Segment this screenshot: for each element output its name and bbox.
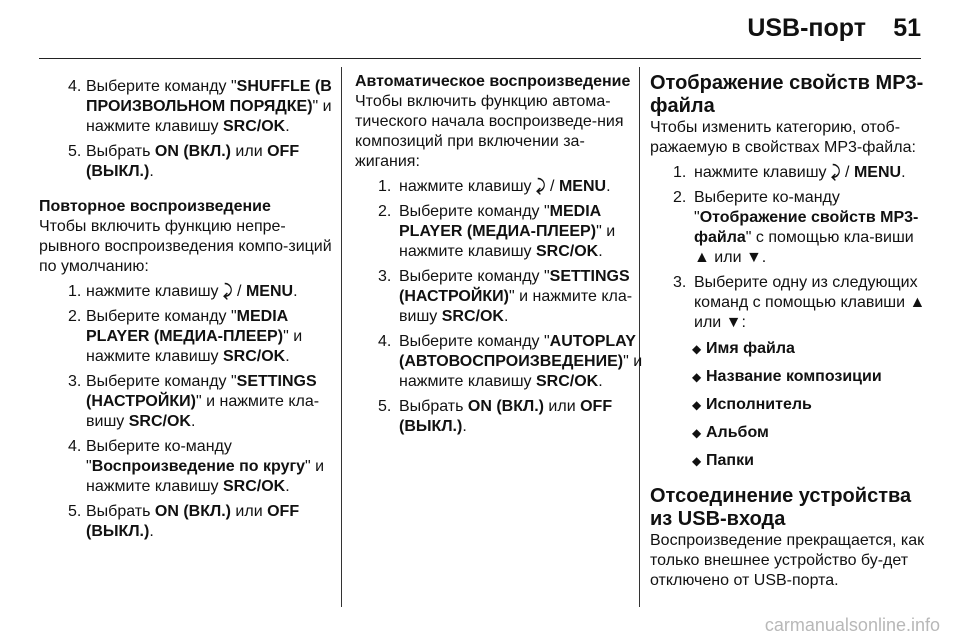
column-1 (39, 72, 333, 547)
key-name: SRC/OK (441, 308, 504, 325)
step-text: Выберите команду " (399, 203, 550, 220)
step-text: Выберите ко-манду " (86, 438, 232, 475)
step-text: Выберите одну из следующих команд с помощью клавиши (694, 274, 918, 311)
section-heading-autoplay: Автоматическое воспроизведение (355, 73, 631, 90)
step-text: " и нажмите клавишу (86, 98, 332, 135)
column-2 (355, 72, 643, 442)
punct: . (285, 348, 290, 365)
list-item (355, 397, 643, 437)
list-item (355, 202, 643, 262)
diamond-bullet-icon: ◆ (692, 398, 702, 412)
step-text: / (232, 283, 246, 300)
step-text: нажмите клавишу (694, 164, 831, 181)
command-name: SETTINGS (НАСТРОЙКИ) (399, 268, 630, 305)
punct: . (149, 523, 154, 540)
list-item (650, 423, 926, 443)
key-name: MENU (853, 164, 902, 181)
diamond-bullet-icon: ◆ (692, 370, 702, 384)
step-text: Выбрать (399, 398, 468, 415)
step-number: 2. (378, 203, 392, 220)
up-triangle-icon: ▲ (909, 294, 926, 311)
step-number: 4. (68, 438, 82, 455)
step-text: " и нажмите клавишу (399, 223, 616, 260)
step-number: 4. (378, 333, 392, 350)
step-number: 2. (673, 189, 687, 206)
list-item (39, 142, 333, 182)
key-name: SRC/OK (536, 243, 599, 260)
punct: : (741, 314, 746, 331)
list-item (650, 163, 926, 183)
back-arrow-icon: ⤸ (223, 283, 233, 300)
header-title: USB-порт (747, 14, 866, 42)
command-name: MEDIA PLAYER (МЕДИА-ПЛЕЕР) (86, 308, 288, 345)
section-intro: Чтобы включить функцию автома-тического начала воспроизведе-ния композиций при включении за-жигания: (355, 93, 624, 170)
option-label: Папки (706, 452, 754, 469)
option-name: ON (ВКЛ.) (467, 398, 544, 415)
punct: . (285, 118, 290, 135)
step-text: Выберите команду " (86, 373, 237, 390)
section-intro: Чтобы включить функцию непре-рывного воспроизведения компо-зиций по умолчанию: (39, 218, 332, 275)
list-item (650, 451, 926, 471)
command-name: SETTINGS (НАСТРОЙКИ) (86, 373, 317, 410)
list-item (355, 332, 643, 392)
list-item (39, 372, 333, 432)
step-text: или (230, 143, 268, 160)
step-number: 5. (68, 143, 82, 160)
option-label: Имя файла (706, 340, 795, 357)
command-name: AUTOPLAY (АВТОВОСПРОИЗВЕДЕНИЕ) (399, 333, 636, 370)
section-intro: Воспроизведение прекращается, как только внешнее устройство бу-дет отключено от USB-порта. (650, 532, 925, 589)
step-number: 5. (68, 503, 82, 520)
step-number: 3. (68, 373, 82, 390)
key-name: SRC/OK (128, 413, 191, 430)
punct: . (503, 308, 509, 325)
punct: . (462, 418, 467, 435)
command-name: MEDIA PLAYER (МЕДИА-ПЛЕЕР) (399, 203, 601, 240)
list-item (39, 502, 333, 542)
step-number: 3. (673, 274, 687, 291)
punct: . (598, 373, 603, 390)
back-arrow-icon: ⤸ (536, 178, 546, 195)
section-heading-mp3-properties: Отображение свойств MP3-файла (650, 72, 924, 117)
step-text: / (545, 178, 559, 195)
step-text: " и нажмите клавишу (399, 353, 643, 390)
punct: . (149, 163, 154, 180)
diamond-bullet-icon: ◆ (692, 426, 702, 440)
section-intro: Чтобы изменить категорию, отоб-ражаемую в свойствах MP3-файла: (650, 119, 916, 156)
punct: . (190, 413, 196, 430)
step-text: или (543, 398, 581, 415)
list-item (355, 267, 643, 327)
punct: . (293, 283, 298, 300)
step-text: Выберите команду " (86, 78, 237, 95)
option-name: ON (ВКЛ.) (154, 503, 231, 520)
option-name: ON (ВКЛ.) (154, 143, 231, 160)
list-item (650, 395, 926, 415)
key-name: SRC/OK (536, 373, 599, 390)
down-triangle-icon: ▼ (725, 314, 742, 331)
step-number: 5. (378, 398, 392, 415)
option-label: Исполнитель (706, 396, 812, 413)
option-label: Название композиции (706, 368, 882, 385)
key-name: SRC/OK (223, 348, 286, 365)
back-arrow-icon: ⤸ (831, 164, 841, 181)
steps-list-mp3 (650, 163, 926, 333)
punct: . (285, 478, 290, 495)
list-item (39, 437, 333, 497)
watermark: carmanualsonline.info (764, 615, 940, 635)
list-item (355, 177, 643, 197)
step-text: или (694, 314, 726, 331)
punct: . (761, 249, 767, 266)
step-text: Выберите ко-манду " (694, 189, 840, 226)
option-name: OFF (ВЫКЛ.) (86, 143, 300, 180)
column-3 (650, 72, 926, 591)
page-number: 51 (893, 14, 921, 42)
step-text: " с помощью кла-виши (745, 229, 914, 246)
step-text: Выберите команду " (86, 308, 237, 325)
step-text: Выберите команду " (399, 268, 550, 285)
step-text: / (840, 164, 854, 181)
step-text: " и нажмите клавишу (86, 328, 303, 365)
list-item (39, 77, 333, 137)
steps-list-repeat (39, 282, 333, 542)
command-name: Отображение свойств MP3-файла (694, 209, 919, 246)
option-name: OFF (ВЫКЛ.) (399, 398, 613, 435)
step-text: Выбрать (86, 143, 155, 160)
punct: . (901, 164, 906, 181)
key-name: MENU (558, 178, 607, 195)
command-name: Воспроизведение по кругу (91, 458, 306, 475)
header-divider (39, 58, 921, 59)
punct: . (598, 243, 603, 260)
step-number: 1. (68, 283, 82, 300)
key-name: SRC/OK (223, 478, 286, 495)
section-heading-repeat: Повторное воспроизведение (39, 198, 271, 215)
step-number: 3. (378, 268, 392, 285)
steps-list-autoplay (355, 177, 643, 437)
list-item (650, 273, 926, 333)
property-options-list (650, 339, 926, 471)
step-text: Выберите команду " (399, 333, 550, 350)
steps-list-shuffle (39, 77, 333, 182)
page-header (0, 0, 960, 62)
step-text: или (709, 249, 746, 266)
option-label: Альбом (706, 424, 769, 441)
list-item (650, 339, 926, 359)
step-text: " и нажмите кла-вишу (399, 288, 633, 325)
list-item (650, 188, 926, 268)
command-name: SHUFFLE (В ПРОИЗВОЛЬНОМ ПОРЯДКЕ) (86, 78, 332, 115)
step-text: Выбрать (86, 503, 155, 520)
column-divider-1 (341, 67, 342, 607)
up-triangle-icon: ▲ (694, 249, 710, 266)
step-number: 1. (378, 178, 392, 195)
list-item (650, 367, 926, 387)
step-number: 2. (68, 308, 82, 325)
down-triangle-icon: ▼ (745, 249, 762, 266)
key-name: MENU (245, 283, 294, 300)
diamond-bullet-icon: ◆ (692, 454, 702, 468)
step-text: " и нажмите кла-вишу (86, 393, 320, 430)
list-item (39, 307, 333, 367)
step-number: 1. (673, 164, 687, 181)
step-text: нажмите клавишу (399, 178, 536, 195)
section-heading-disconnect: Отсоединение устройства из USB-входа (650, 485, 912, 530)
step-text: нажмите клавишу (86, 283, 223, 300)
key-name: SRC/OK (223, 118, 286, 135)
option-name: OFF (ВЫКЛ.) (86, 503, 300, 540)
diamond-bullet-icon: ◆ (692, 342, 702, 356)
step-text: или (230, 503, 268, 520)
punct: . (606, 178, 611, 195)
step-text: " и нажмите клавишу (86, 458, 325, 495)
list-item (39, 282, 333, 302)
step-number: 4. (68, 78, 82, 95)
